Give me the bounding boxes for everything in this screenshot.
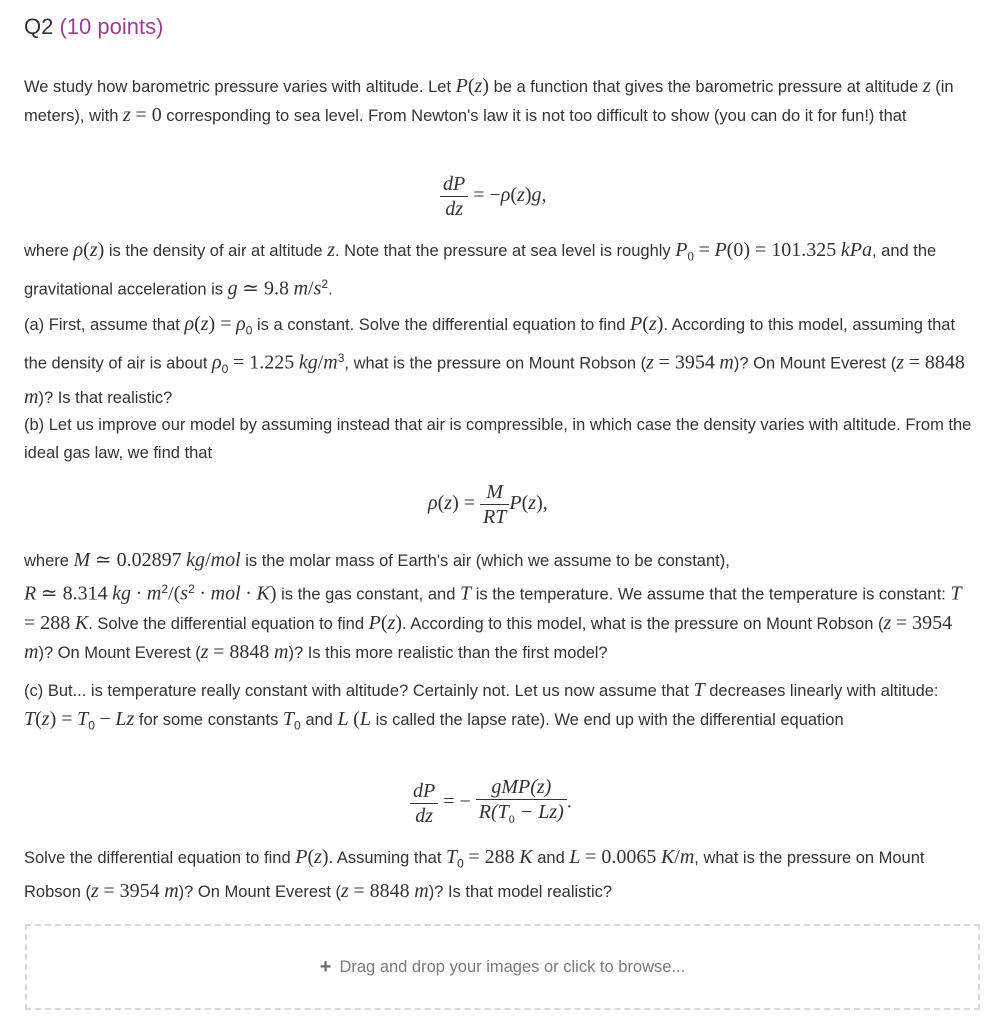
question-label: Q2 [24, 14, 54, 39]
equation-2: ρ(z) = $\frac{M}{RT}$ P(z), [428, 481, 548, 528]
upload-label: Drag and drop your images or click to browse... [339, 957, 686, 976]
question-points: (10 points) [59, 14, 164, 39]
equation-3: $\frac{dP}{dz}$ = − $\frac{\text{gMP(z)}}{R(T_0 - Lz)}$ . [410, 775, 572, 831]
image-upload-dropzone[interactable] [25, 924, 980, 1010]
intro-paragraph: We study how barometric pressure varies with altitude. Let P(z) be a function that gives the barometric pressure at altitude z (in meters), with z = 0 corresponding to sea level. From Newton's law it is not too difficult to show (you can do it for fun!) that [24, 75, 954, 126]
part-a-paragraph: (a) First, assume that $\rho(z) = \rho_0$ is a constant. Solve the differential equation to find P(z). According to this model, assuming that the density of air is about $\rho_0 = 1.225$ $kg/m^3$, what is the pressure on Mount Robson (z = 3954 m)? On Mount Everest (z = 8848 m)? Is that realistic? [24, 313, 965, 409]
part-c-question-paragraph: Solve the differential equation to find P(z). Assuming that $T_0 = 288$ K and L = 0.0065 K/m, what is the pressure on Mount Robson (z = 3954 m)? On Mount Everest (z = 8848 m)? Is that model realistic? [24, 846, 925, 903]
plus-icon: + [319, 955, 332, 978]
part-c-paragraph: (c) But... is temperature really constant with altitude? Certainly not. Let us now assume that T decreases linearly with altitude: $T(z) = T_0 - Lz$ for some constants $T_0$ and L (L is called the lapse rate). We end up with the differential equation [24, 679, 939, 733]
density-paragraph: where ρ(z) is the density of air at altitude z. Note that the pressure at sea level is roughly $P_0 = P(0) = 101.325$ kPa, and the gravitational acceleration is g ≃ 9.8 $m/s^2$. [24, 239, 937, 300]
molar-mass-paragraph: where M ≃ 0.02897 kg/mol is the molar mass of Earth's air (which we assume to be constant), R ≃ 8.314 kg · $m^2/(s^2$ · mol · K) is the gas constant, and T is the temperature. We assume that the temperature is constant: T = 288 K. Solve the differential equation to find P(z). According to this model, what is the pressure on Mount Robson (z = 3954 m)? On Mount Everest (z = 8848 m)? Is this more realistic than the first model? [24, 549, 962, 663]
question-title [24, 14, 163, 40]
equation-1: $\frac{dP}{dz}$ = −ρ(z)g, [440, 172, 547, 221]
part-b-paragraph: (b) Let us improve our model by assuming instead that air is compressible, in which case the density varies with altitude. From the ideal gas law, we find that [24, 416, 972, 462]
